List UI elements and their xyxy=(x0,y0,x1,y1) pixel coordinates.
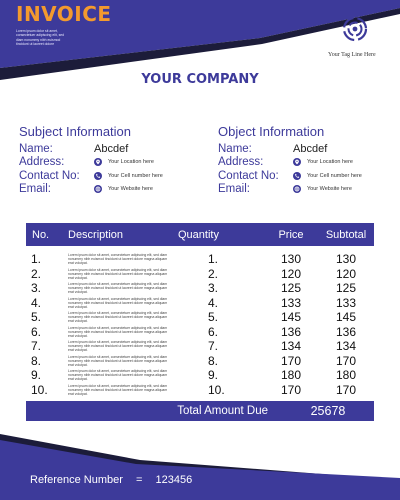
row-number: 5. xyxy=(31,310,42,325)
row-number: 9. xyxy=(31,368,42,383)
company-tagline: Your Tag Line Here xyxy=(328,52,376,58)
header-subtotal: Subtotal xyxy=(325,228,367,241)
row-price: 133 xyxy=(280,295,302,310)
subtitle-line: consectetuer adipiscing elit, sed xyxy=(16,33,65,38)
email-value: Your Website here xyxy=(108,186,153,193)
contact-value: Your Cell number here xyxy=(108,172,163,179)
row-quantity: 2. xyxy=(208,266,219,281)
total-label: Total Amount Due xyxy=(177,405,268,417)
email-label: Email: xyxy=(19,183,51,196)
row-price: 125 xyxy=(280,281,302,296)
subtitle-line: diam nonummy nibh euismod xyxy=(16,37,61,42)
location-pin-icon xyxy=(293,158,301,166)
row-subtotal: 180 xyxy=(335,368,357,383)
table-body xyxy=(26,246,374,397)
row-number: 2. xyxy=(31,266,42,281)
table-row xyxy=(26,383,374,398)
object-name-row xyxy=(218,142,388,156)
row-quantity: 6. xyxy=(208,324,219,339)
reference-label: Reference Number xyxy=(30,474,123,486)
subject-address-row xyxy=(19,156,189,170)
location-pin-icon xyxy=(94,158,102,166)
header-price: Price xyxy=(278,228,304,241)
row-price: 130 xyxy=(280,252,302,267)
row-number: 3. xyxy=(31,281,42,296)
row-description: Lorem ipsum dolor sit amet, consectetuer adipiscing elit, sed diam nonummy nibh euismod tincidunt ut laoreet dolore magna aliquam erat volutpat. xyxy=(68,340,168,353)
row-subtotal: 125 xyxy=(335,281,357,296)
subject-info-block xyxy=(19,124,189,196)
row-quantity: 4. xyxy=(208,295,219,310)
table-row xyxy=(26,368,374,383)
table-row xyxy=(26,354,374,369)
row-quantity: 8. xyxy=(208,353,219,368)
row-subtotal: 134 xyxy=(335,339,357,354)
subject-info-title: Subject Information xyxy=(19,124,132,139)
object-info-title: Object Information xyxy=(218,124,325,139)
subtitle-line: tincidunt ut laoreet dolore xyxy=(16,42,55,47)
table-row xyxy=(26,267,374,282)
row-subtotal: 170 xyxy=(335,353,357,368)
row-price: 170 xyxy=(280,382,302,397)
row-subtotal: 120 xyxy=(335,266,357,281)
header-quantity: Quantity xyxy=(178,228,219,241)
email-label: Email: xyxy=(218,183,250,196)
row-quantity: 5. xyxy=(208,310,219,325)
row-description: Lorem ipsum dolor sit amet, consectetuer adipiscing elit, sed diam nonummy nibh euismod tincidunt ut laoreet dolore magna aliquam erat volutpat. xyxy=(68,369,168,382)
row-number: 4. xyxy=(31,295,42,310)
subject-contact-row xyxy=(19,169,189,183)
items-table xyxy=(26,223,374,421)
address-value: Your Location here xyxy=(108,159,154,166)
globe-icon xyxy=(293,185,301,193)
table-row xyxy=(26,325,374,340)
row-subtotal: 145 xyxy=(335,310,357,325)
address-label: Address: xyxy=(19,156,65,169)
swirl-logo-icon xyxy=(342,16,368,42)
row-description: Lorem ipsum dolor sit amet, consectetuer adipiscing elit, sed diam nonummy nibh euismod tincidunt ut laoreet dolore magna aliquam erat volutpat. xyxy=(68,383,168,396)
row-number: 6. xyxy=(31,324,42,339)
row-description: Lorem ipsum dolor sit amet, consectetuer adipiscing elit, sed diam nonummy nibh euismod tincidunt ut laoreet dolore magna aliquam erat volutpat. xyxy=(68,311,168,324)
row-subtotal: 136 xyxy=(335,324,357,339)
row-description: Lorem ipsum dolor sit amet, consectetuer adipiscing elit, sed diam nonummy nibh euismod tincidunt ut laoreet dolore magna aliquam erat volutpat. xyxy=(68,267,168,280)
row-quantity: 9. xyxy=(208,368,219,383)
row-price: 134 xyxy=(280,339,302,354)
row-price: 145 xyxy=(280,310,302,325)
company-name: YOUR COMPANY xyxy=(141,72,259,87)
row-quantity: 1. xyxy=(208,252,219,267)
invoice-title: INVOICE xyxy=(16,2,112,26)
row-price: 120 xyxy=(280,266,302,281)
row-description: Lorem ipsum dolor sit amet, consectetuer adipiscing elit, sed diam nonummy nibh euismod tincidunt ut laoreet dolore magna aliquam erat volutpat. xyxy=(68,253,168,266)
header-description: Description xyxy=(68,228,124,241)
name-value: Abcdef xyxy=(94,142,129,155)
email-value: Your Website here xyxy=(307,186,352,193)
subject-name-row xyxy=(19,142,189,156)
row-subtotal: 130 xyxy=(335,252,357,267)
contact-label: Contact No: xyxy=(19,169,80,182)
row-description: Lorem ipsum dolor sit amet, consectetuer adipiscing elit, sed diam nonummy nibh euismod tincidunt ut laoreet dolore magna aliquam erat volutpat. xyxy=(68,282,168,295)
object-email-row xyxy=(218,183,388,197)
total-value: 25678 xyxy=(310,404,346,418)
reference-separator: = xyxy=(136,474,143,486)
object-info-block xyxy=(218,124,388,196)
name-label: Name: xyxy=(218,142,252,155)
reference-value: 123456 xyxy=(155,474,193,486)
total-row xyxy=(26,401,374,421)
phone-icon xyxy=(94,172,102,180)
object-contact-row xyxy=(218,169,388,183)
row-number: 8. xyxy=(31,353,42,368)
row-subtotal: 133 xyxy=(335,295,357,310)
reference-number xyxy=(30,474,202,486)
row-description: Lorem ipsum dolor sit amet, consectetuer adipiscing elit, sed diam nonummy nibh euismod tincidunt ut laoreet dolore magna aliquam erat volutpat. xyxy=(68,296,168,309)
row-description: Lorem ipsum dolor sit amet, consectetuer adipiscing elit, sed diam nonummy nibh euismod tincidunt ut laoreet dolore magna aliquam erat volutpat. xyxy=(68,354,168,367)
table-row xyxy=(26,310,374,325)
row-number: 1. xyxy=(31,252,42,267)
name-label: Name: xyxy=(19,142,53,155)
row-price: 136 xyxy=(280,324,302,339)
header-no: No. xyxy=(32,228,50,241)
name-value: Abcdef xyxy=(293,142,328,155)
subject-email-row xyxy=(19,183,189,197)
table-row xyxy=(26,281,374,296)
row-subtotal: 170 xyxy=(335,382,357,397)
contact-label: Contact No: xyxy=(218,169,279,182)
row-quantity: 7. xyxy=(208,339,219,354)
row-price: 180 xyxy=(280,368,302,383)
table-row xyxy=(26,296,374,311)
row-price: 170 xyxy=(280,353,302,368)
address-value: Your Location here xyxy=(307,159,353,166)
invoice-subtitle xyxy=(16,29,78,47)
row-description: Lorem ipsum dolor sit amet, consectetuer adipiscing elit, sed diam nonummy nibh euismod tincidunt ut laoreet dolore magna aliquam erat volutpat. xyxy=(68,325,168,338)
row-number: 10. xyxy=(31,382,48,397)
object-address-row xyxy=(218,156,388,170)
row-quantity: 3. xyxy=(208,281,219,296)
table-row xyxy=(26,252,374,267)
address-label: Address: xyxy=(218,156,264,169)
contact-value: Your Cell number here xyxy=(307,172,362,179)
phone-icon xyxy=(293,172,301,180)
row-number: 7. xyxy=(31,339,42,354)
table-header xyxy=(26,223,374,246)
row-quantity: 10. xyxy=(208,382,225,397)
table-row xyxy=(26,339,374,354)
subtitle-line: Lorem ipsum dolor sit amet, xyxy=(16,29,58,33)
globe-icon xyxy=(94,185,102,193)
